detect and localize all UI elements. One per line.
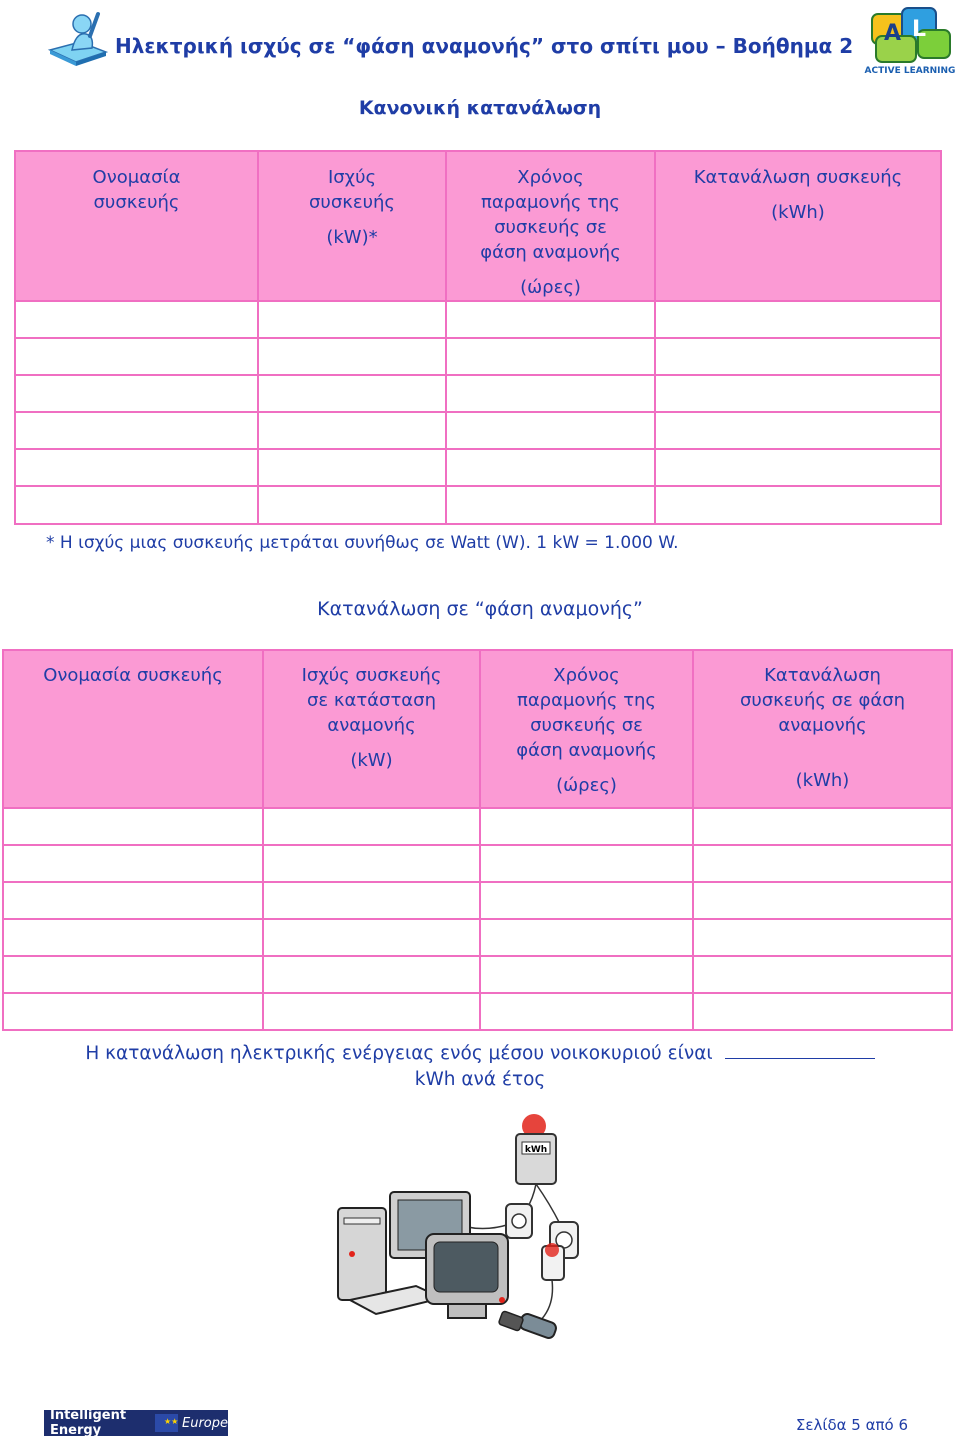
header-line: Χρόνος xyxy=(553,665,620,686)
header-line: αναμονής xyxy=(327,715,416,736)
header-device-name xyxy=(15,151,258,301)
normal-consumption-table xyxy=(14,150,942,525)
table-cell[interactable] xyxy=(693,845,952,882)
table-cell[interactable] xyxy=(655,301,941,338)
table-cell[interactable] xyxy=(15,375,258,412)
header-standby-power xyxy=(263,650,480,808)
document-title: Ηλεκτρική ισχύς σε “φάση αναμονής” στο σπίτι μου – Βοήθημα 2 xyxy=(115,34,854,58)
table-cell[interactable] xyxy=(258,301,446,338)
header-line: (kWh) xyxy=(795,770,850,791)
teacher-logo xyxy=(46,6,108,68)
table-cell[interactable] xyxy=(15,412,258,449)
table-cell[interactable] xyxy=(480,808,693,845)
table-cell[interactable] xyxy=(655,338,941,375)
table-cell[interactable] xyxy=(3,956,263,993)
table-cell[interactable] xyxy=(3,845,263,882)
table-cell[interactable] xyxy=(258,338,446,375)
table-cell[interactable] xyxy=(263,882,480,919)
table-cell[interactable] xyxy=(258,486,446,524)
table-cell[interactable] xyxy=(446,449,655,486)
standby-consumption-table xyxy=(2,649,953,1031)
footnote: * Η ισχύς μιας συσκευής μετράται συνήθως σε Watt (W). 1 kW = 1.000 W. xyxy=(46,533,679,553)
table-cell[interactable] xyxy=(693,808,952,845)
header-line: παραμονής της xyxy=(480,192,621,213)
table-cell[interactable] xyxy=(693,882,952,919)
header-line: Κατανάλωση συσκευής xyxy=(693,167,903,188)
note-line1: Η κατανάλωση ηλεκτρικής ενέργειας ενός μέσου νοικοκυριού είναι xyxy=(85,1043,713,1064)
header-standby-time xyxy=(480,650,693,808)
svg-text:L: L xyxy=(912,17,927,42)
header-line: συσκευής xyxy=(93,192,180,213)
header-line: Ισχύς συσκευής xyxy=(301,665,442,686)
table-cell[interactable] xyxy=(263,956,480,993)
table-cell[interactable] xyxy=(446,338,655,375)
table-cell[interactable] xyxy=(446,301,655,338)
note-line2: kWh ανά έτος xyxy=(414,1069,546,1090)
table-cell[interactable] xyxy=(258,449,446,486)
table-cell[interactable] xyxy=(655,449,941,486)
sponsor-region: Europe xyxy=(181,1415,228,1431)
table-cell[interactable] xyxy=(15,486,258,524)
table-cell[interactable] xyxy=(446,375,655,412)
meter-label: kWh xyxy=(524,1145,548,1155)
table-cell[interactable] xyxy=(15,449,258,486)
header-line: Ονομασία xyxy=(92,167,181,188)
table-cell[interactable] xyxy=(263,993,480,1030)
table-cell[interactable] xyxy=(693,919,952,956)
header-line: (kWh) xyxy=(771,202,825,223)
table-cell[interactable] xyxy=(258,375,446,412)
header-line: (ώρες) xyxy=(556,775,617,796)
page-number: Σελίδα 5 από 6 xyxy=(795,1416,908,1434)
header-line: Ονομασία συσκευής xyxy=(43,665,223,686)
table-cell[interactable] xyxy=(263,919,480,956)
table-cell[interactable] xyxy=(446,486,655,524)
table-cell[interactable] xyxy=(693,956,952,993)
table-cell[interactable] xyxy=(480,993,693,1030)
table-cell[interactable] xyxy=(655,412,941,449)
intelligent-energy-europe-logo xyxy=(44,1410,228,1436)
header-line: συσκευής σε xyxy=(494,217,607,238)
table-cell[interactable] xyxy=(3,882,263,919)
table-cell[interactable] xyxy=(263,808,480,845)
header-line: (kW) xyxy=(350,750,393,771)
header-line: Κατανάλωση xyxy=(764,665,881,686)
table-cell[interactable] xyxy=(480,845,693,882)
table-cell[interactable] xyxy=(3,808,263,845)
table-cell[interactable] xyxy=(3,993,263,1030)
table2-title: Κατανάλωση σε “φάση αναμονής” xyxy=(317,598,643,620)
header-line: Χρόνος xyxy=(517,167,584,188)
active-learning-logo-text: ACTIVE LEARNING xyxy=(864,66,956,76)
standby-devices-illustration xyxy=(330,1104,622,1366)
header-device-name xyxy=(3,650,263,808)
answer-blank[interactable] xyxy=(725,1044,875,1059)
table-cell[interactable] xyxy=(655,375,941,412)
table-cell[interactable] xyxy=(258,412,446,449)
active-learning-logo xyxy=(862,6,956,82)
header-line: αναμονής xyxy=(778,715,867,736)
header-line: συσκευής xyxy=(309,192,395,213)
header-line: συσκευής σε φάση xyxy=(739,690,906,711)
header-line: σε κατάσταση xyxy=(307,690,436,711)
header-device-power xyxy=(258,151,446,301)
header-line: συσκευής σε xyxy=(530,715,643,736)
table-cell[interactable] xyxy=(263,845,480,882)
table-cell[interactable] xyxy=(480,919,693,956)
header-standby-consumption xyxy=(693,650,952,808)
table-cell[interactable] xyxy=(15,338,258,375)
header-line: φάση αναμονής xyxy=(480,242,621,263)
table-cell[interactable] xyxy=(480,882,693,919)
table-cell[interactable] xyxy=(655,486,941,524)
svg-text:A: A xyxy=(884,21,902,46)
table-cell[interactable] xyxy=(693,993,952,1030)
header-line: (ώρες) xyxy=(520,277,581,298)
table1-title: Κανονική κατανάλωση xyxy=(358,97,602,119)
header-line: Ισχύς xyxy=(327,167,377,188)
header-line: παραμονής της xyxy=(516,690,657,711)
sponsor-name: Intelligent Energy xyxy=(50,1408,127,1438)
table-cell[interactable] xyxy=(480,956,693,993)
eu-flag-icon: ★★ xyxy=(155,1414,178,1432)
header-standby-time xyxy=(446,151,655,301)
header-line: (kW)* xyxy=(326,227,378,248)
table-cell[interactable] xyxy=(446,412,655,449)
table-cell[interactable] xyxy=(15,301,258,338)
household-consumption-note xyxy=(0,1041,960,1093)
header-line: φάση αναμονής xyxy=(516,740,657,761)
table-cell[interactable] xyxy=(3,919,263,956)
header-device-consumption xyxy=(655,151,941,301)
